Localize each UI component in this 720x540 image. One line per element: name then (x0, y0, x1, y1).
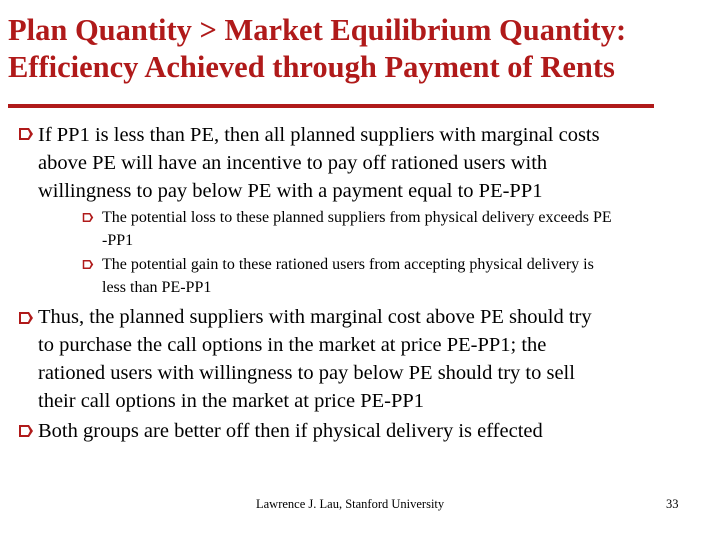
slide-title-line-1: Plan Quantity > Market Equilibrium Quantity: (8, 13, 627, 47)
square-wing-bullet-icon (82, 259, 94, 270)
bullet-1-line-1: If PP1 is less than PE, then all planned suppliers with marginal costs (38, 124, 600, 146)
slide-title (8, 12, 708, 86)
bullet-2-line-1: Thus, the planned suppliers with marginal cost above PE should try (38, 306, 592, 328)
square-wing-bullet-icon (18, 127, 34, 141)
bullet-2-line-4: their call options in the market at price PE-PP1 (38, 390, 424, 412)
bullet-2-line-3: rationed users with willingness to pay below PE should try to sell (38, 362, 575, 384)
page-number: 33 (666, 497, 679, 511)
square-wing-bullet-icon (82, 212, 94, 223)
bullet-1-line-3: willingness to pay below PE with a payment equal to PE-PP1 (38, 180, 543, 202)
sub-bullet-2-line-1: The potential gain to these rationed users from accepting physical delivery is (102, 256, 594, 273)
bullet-1-line-2: above PE will have an incentive to pay off rationed users with (38, 152, 548, 174)
square-wing-bullet-icon (18, 311, 34, 325)
bullet-2-line-2: to purchase the call options in the market at price PE-PP1; the (38, 334, 547, 356)
sub-bullet-1-line-1: The potential loss to these planned suppliers from physical delivery exceeds PE (102, 209, 612, 226)
slide-title-line-2: Efficiency Achieved through Payment of Rents (8, 50, 615, 84)
sub-bullet-2-line-2: less than PE-PP1 (102, 279, 212, 296)
square-wing-bullet-icon (18, 424, 34, 438)
sub-bullet-1-line-2: -PP1 (102, 232, 134, 249)
title-underline (8, 104, 654, 108)
bullet-3-line-1: Both groups are better off then if physical delivery is effected (38, 420, 543, 442)
footer-credit: Lawrence J. Lau, Stanford University (256, 497, 445, 511)
